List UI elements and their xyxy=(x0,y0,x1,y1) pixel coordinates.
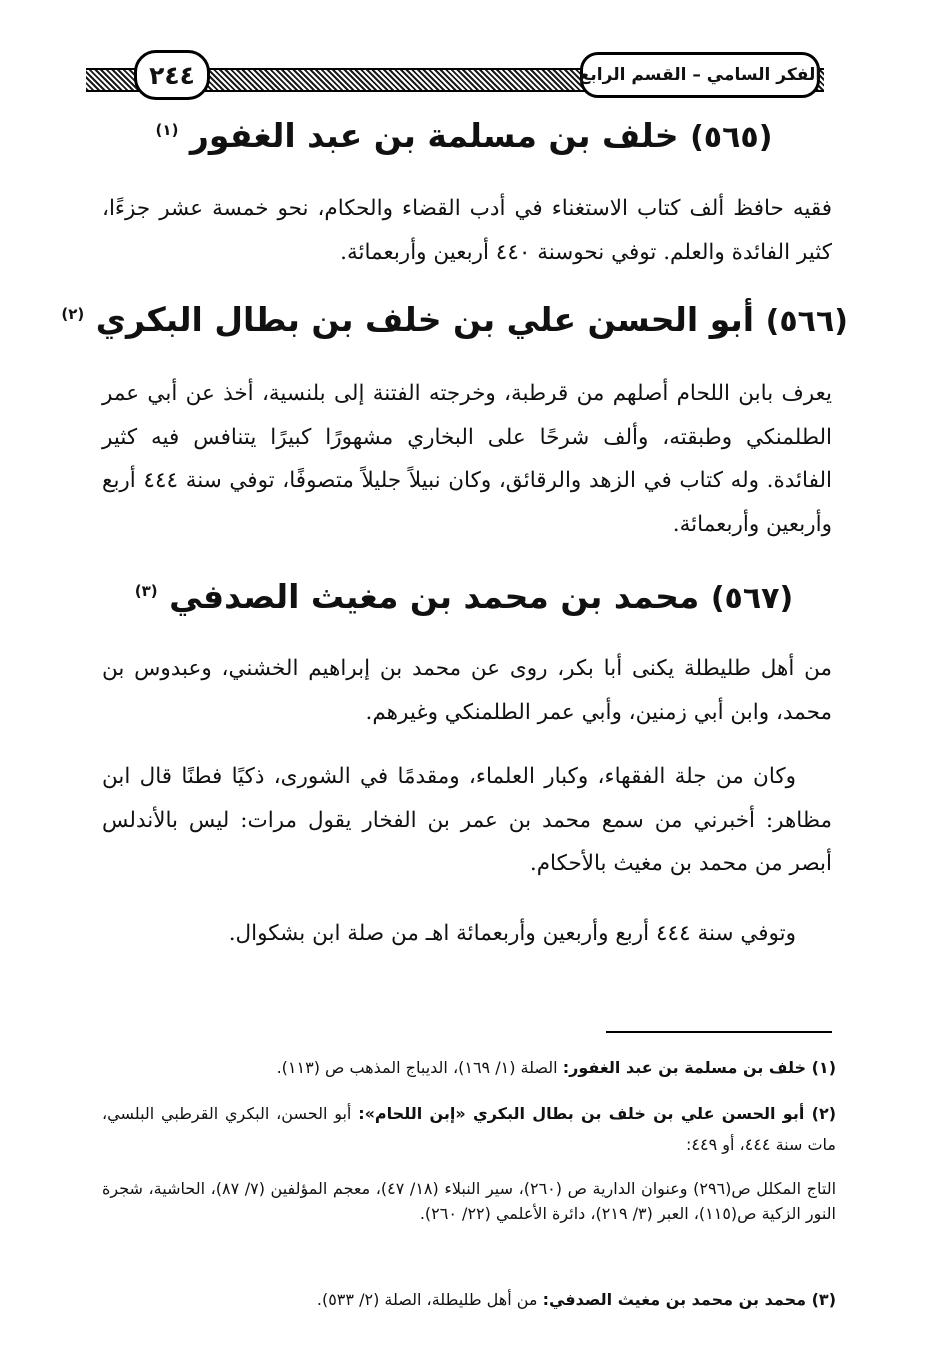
footnote-2 xyxy=(102,1098,836,1160)
entry-565-paragraph: فقيه حافظ ألف كتاب الاستغناء في أدب القضاء والحكام، نحو خمسة عشر جزءًا، كثير الفائدة والعلم. توفي نحوسنة ٤٤٠ أربعين وأربعمائة. xyxy=(102,196,832,265)
footnote-lead: (٢) أبو الحسن علي بن خلف بن بطال البكري «إبن اللحام»: xyxy=(358,1104,837,1123)
footnote-3 xyxy=(102,1284,836,1315)
entry-567-paragraph-3: وتوفي سنة ٤٤٤ أربع وأربعين وأربعمائة اهـ من صلة ابن بشكوال. xyxy=(228,921,796,946)
entry-566-paragraph: يعرف بابن اللحام أصلهم من قرطبة، وخرجته الفتنة إلى بلنسية، أخذ عن أبي عمر الطلمنكي وطبقته، وألف شرحًا على البخاري مشهورًا كبيرًا يتنافس فيه كثير الفائدة. وله كتاب في الزهد والرقائق، وكان نبيلاً جليلاً متصوفًا، توفي سنة ٤٤٤ أربع وأربعين وأربعمائة. xyxy=(102,381,832,537)
footnote-lead: (٣) محمد بن محمد بن مغيث الصدفي: xyxy=(542,1290,836,1309)
footnote-text: أبو الحسن، البكري القرطبي البلسي، مات سنة ٤٤٤، أو ٤٤٩: xyxy=(102,1104,836,1154)
footnote-2-sources: التاج المكلل ص(٢٩٦) وعنوان الدارية ص (٢٦٠)، سير النبلاء (١٨/ ٤٧)، معجم المؤلفين (٧/ ٨٧)، الحاشية، شجرة النور الزكية ص(١١٥)، العبر (٣/ ٢١٩)، دائرة الأعلمي (٢٢/ ٢٦٠). xyxy=(102,1179,837,1223)
page-number: ٢٤٤ xyxy=(134,50,210,100)
entry-number: (٥٦٧) xyxy=(710,581,794,616)
footnote-mark: (٣) xyxy=(134,582,158,600)
entry-567-paragraph-2: وكان من جلة الفقهاء، وكبار العلماء، ومقدمًا في الشورى، ذكيًا فطنًا قال ابن مظاهر: أخبرني من سمع محمد بن عمر بن الفخار يقول مرات: ليس بالأندلس أبصر من محمد بن مغيث بالأحكام. xyxy=(102,764,832,876)
entry-heading-565 xyxy=(80,116,848,156)
entry-name: محمد بن محمد بن مغيث الصدفي xyxy=(169,577,700,616)
running-title: الفكر السامي – القسم الرابع xyxy=(580,52,820,98)
entry-567-paragraph-1: من أهل طليطلة يكنى أبا بكر، روى عن محمد بن إبراهيم الخشني، وعبدوس بن محمد، وابن أبي زمنين، وأبي عمر الطلمنكي وغيرهم. xyxy=(102,656,832,725)
footnote-separator xyxy=(606,1031,832,1033)
footnote-text: من أهل طليطلة، الصلة (٢/ ٥٣٣). xyxy=(316,1290,538,1309)
entry-heading-567 xyxy=(80,577,848,617)
entry-heading-566 xyxy=(61,300,848,340)
footnote-text: الصلة (١/ ١٦٩)، الديباج المذهب ص (١١٣). xyxy=(276,1058,558,1077)
footnote-1 xyxy=(102,1052,836,1083)
footnote-mark: (٢) xyxy=(61,305,85,323)
footnote-lead: (١) خلف بن مسلمة بن عبد الغفور: xyxy=(562,1058,836,1077)
entry-name: خلف بن مسلمة بن عبد الغفور xyxy=(189,116,679,155)
entry-number: (٥٦٦) xyxy=(765,304,848,339)
entry-number: (٥٦٥) xyxy=(690,120,773,155)
footnote-mark: (١) xyxy=(155,121,179,139)
entry-name: أبو الحسن علي بن خلف بن بطال البكري xyxy=(95,300,755,339)
